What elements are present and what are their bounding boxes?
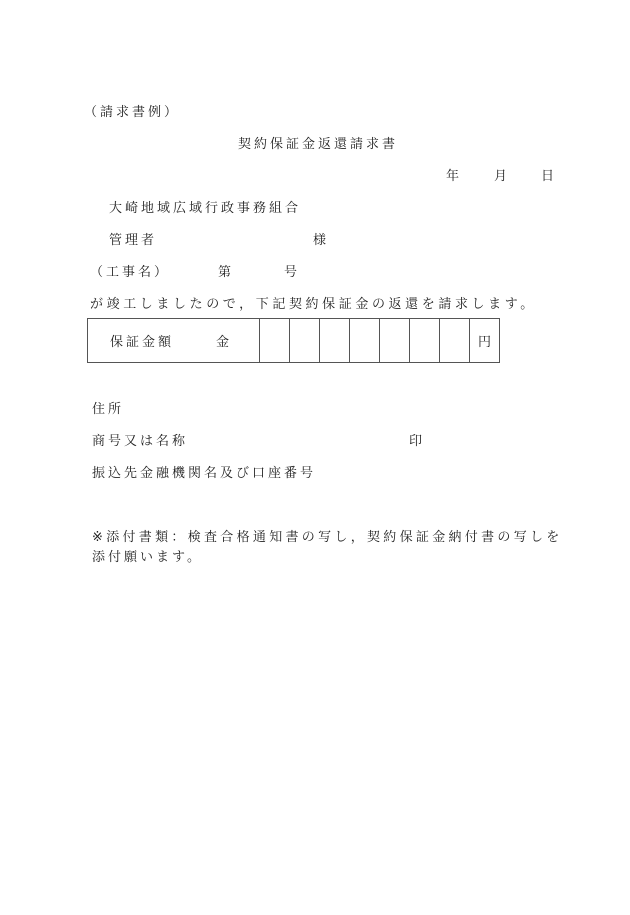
document-title: 契約保証金返還請求書: [238, 137, 399, 152]
amount-unit: 円: [470, 319, 500, 363]
bank-account-label: 振込先金融機関名及び口座番号: [92, 466, 317, 481]
applicant-address-label: 住所: [92, 402, 125, 417]
digit-cell[interactable]: [380, 319, 410, 363]
addressee-honorific: 様: [313, 233, 330, 248]
seal-mark: 印: [409, 434, 426, 449]
statement: が竣工しましたので，下記契約保証金の返還を請求します。: [90, 297, 537, 312]
applicant-name-label: 商号又は名称: [92, 434, 189, 449]
amount-label: 保証金額: [110, 335, 175, 350]
amount-table: [87, 318, 500, 363]
digit-cell[interactable]: [320, 319, 350, 363]
digit-cell[interactable]: [350, 319, 380, 363]
project-name-label: （工事名）: [90, 265, 171, 280]
note-line-1: ※添付書類：検査合格通知書の写し，契約保証金納付書の写しを: [92, 530, 563, 545]
digit-cell[interactable]: [410, 319, 440, 363]
digit-cell[interactable]: [260, 319, 290, 363]
date-year: 年: [446, 169, 463, 184]
amount-label-cell: [88, 319, 260, 363]
header-label: （請求書例）: [84, 105, 181, 120]
note-line-2: 添付願います。: [92, 550, 203, 565]
project-number-suffix: 号: [284, 265, 301, 280]
digit-cell[interactable]: [440, 319, 470, 363]
date-month: 月: [494, 169, 511, 184]
addressee-org: 大崎地域広域行政事務組合: [109, 201, 302, 216]
amount-prefix: 金: [216, 335, 233, 350]
digit-cell[interactable]: [290, 319, 320, 363]
project-number-prefix: 第: [218, 265, 235, 280]
addressee-manager: 管理者: [109, 233, 158, 248]
date-day: 日: [541, 169, 558, 184]
